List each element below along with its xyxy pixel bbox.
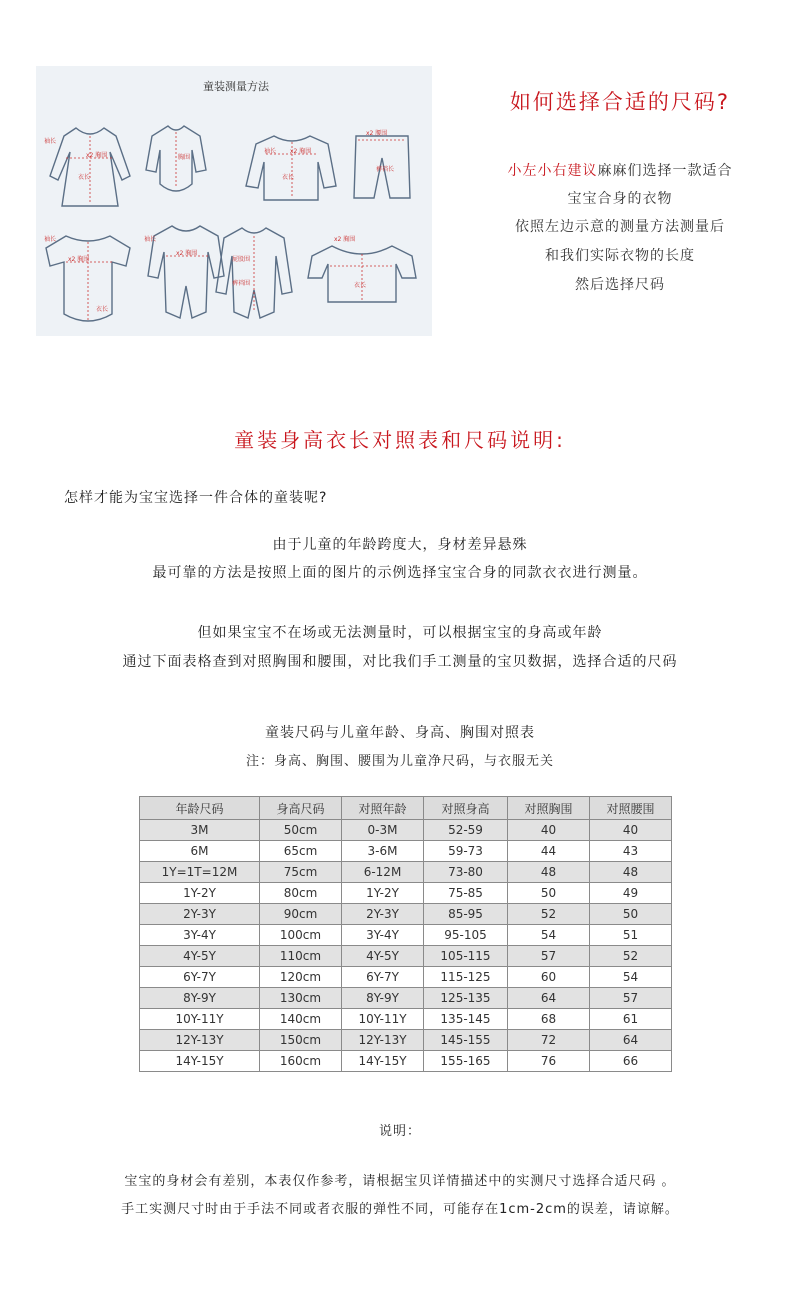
table-cell: 54 — [590, 967, 672, 988]
table-cell: 0-3M — [342, 820, 424, 841]
table-header-cell: 对照身高 — [424, 797, 508, 820]
table-body — [140, 820, 672, 1072]
table-cell: 120cm — [260, 967, 342, 988]
table-cell: 4Y-5Y — [140, 946, 260, 967]
table-cell: 54 — [508, 925, 590, 946]
table-cell: 130cm — [260, 988, 342, 1009]
label-chest-3: x2 胸围 — [290, 148, 312, 155]
table-cell: 14Y-15Y — [140, 1051, 260, 1072]
table-cell: 3Y-4Y — [140, 925, 260, 946]
table-row — [140, 1009, 672, 1030]
table-cell: 2Y-3Y — [342, 904, 424, 925]
notes-heading: 说明： — [378, 1124, 421, 1139]
table-row — [140, 883, 672, 904]
table-cell: 4Y-5Y — [342, 946, 424, 967]
table-cell: 72 — [508, 1030, 590, 1051]
table-cell: 3-6M — [342, 841, 424, 862]
table-title: 童装尺码与儿童年龄、身高、胸围对照表 — [265, 725, 535, 741]
table-cell: 40 — [508, 820, 590, 841]
table-cell: 10Y-11Y — [140, 1009, 260, 1030]
table-header-cell: 对照腰围 — [590, 797, 672, 820]
table-header-cell: 年龄尺码 — [140, 797, 260, 820]
table-row — [140, 820, 672, 841]
table-cell: 61 — [590, 1009, 672, 1030]
table-cell: 40 — [590, 820, 672, 841]
table-cell: 73-80 — [424, 862, 508, 883]
table-cell: 43 — [590, 841, 672, 862]
section-title: 童装身高衣长对照表和尺码说明: — [234, 428, 566, 452]
measurement-illustration — [36, 66, 432, 336]
paragraph-4: 通过下面表格查到对照胸围和腰围，对比我们手工测量的宝贝数据，选择合适的尺码 — [122, 654, 678, 670]
table-cell: 51 — [590, 925, 672, 946]
question: 怎样才能为宝宝选择一件合体的童装呢? — [64, 490, 328, 506]
table-cell: 6-12M — [342, 862, 424, 883]
table-cell: 52 — [508, 904, 590, 925]
table-cell: 75cm — [260, 862, 342, 883]
table-cell: 48 — [590, 862, 672, 883]
table-cell: 3M — [140, 820, 260, 841]
table-cell: 52-59 — [424, 820, 508, 841]
table-note: 注：身高、胸围、腰围为儿童净尺码，与衣服无关 — [245, 754, 554, 769]
table-cell: 57 — [508, 946, 590, 967]
table-cell: 8Y-9Y — [342, 988, 424, 1009]
label-length-3: 衣长 — [96, 306, 109, 313]
table-cell: 50cm — [260, 820, 342, 841]
table-cell: 64 — [590, 1030, 672, 1051]
advice-line-1 — [470, 160, 770, 180]
table-row — [140, 862, 672, 883]
table-cell: 44 — [508, 841, 590, 862]
label-length: 衣长 — [78, 174, 91, 181]
table-cell: 12Y-13Y — [342, 1030, 424, 1051]
advice-line-1-text: 麻麻们选择一款适合 — [597, 163, 733, 179]
label-waist: x2 腰围 — [366, 130, 388, 137]
table-cell: 85-95 — [424, 904, 508, 925]
label-chest-5: x2 胸围 — [176, 250, 198, 257]
table-cell: 90cm — [260, 904, 342, 925]
table-cell: 6Y-7Y — [342, 967, 424, 988]
table-cell: 60 — [508, 967, 590, 988]
table-cell: 115-125 — [424, 967, 508, 988]
table-row — [140, 988, 672, 1009]
label-chest: x2 胸围 — [86, 152, 108, 159]
table-cell: 1Y-2Y — [140, 883, 260, 904]
table-cell: 66 — [590, 1051, 672, 1072]
table-cell: 1Y-2Y — [342, 883, 424, 904]
table-cell: 68 — [508, 1009, 590, 1030]
paragraph-3: 但如果宝宝不在场或无法测量时，可以根据宝宝的身高或年龄 — [197, 625, 603, 641]
table-cell: 95-105 — [424, 925, 508, 946]
table-cell: 135-145 — [424, 1009, 508, 1030]
advice-line-3: 依照左边示意的测量方法测量后 — [515, 219, 725, 235]
label-sleeve-4: 袖长 — [144, 236, 157, 243]
label-chest-6: x2 胸围 — [334, 236, 356, 243]
table-cell: 50 — [590, 904, 672, 925]
table-cell: 10Y-11Y — [342, 1009, 424, 1030]
paragraph-1: 由于儿童的年龄跨度大，身材差异悬殊 — [272, 537, 528, 553]
table-header-cell: 身高尺码 — [260, 797, 342, 820]
table-cell: 160cm — [260, 1051, 342, 1072]
table-header-row — [140, 797, 672, 820]
table-cell: 8Y-9Y — [140, 988, 260, 1009]
table-cell: 6M — [140, 841, 260, 862]
table-header-cell: 对照胸围 — [508, 797, 590, 820]
table-cell: 100cm — [260, 925, 342, 946]
label-sleeve-3: 袖长 — [44, 236, 57, 243]
table-header-cell: 对照年龄 — [342, 797, 424, 820]
table-cell: 155-165 — [424, 1051, 508, 1072]
table-cell: 12Y-13Y — [140, 1030, 260, 1051]
label-sleeve: 袖长 — [44, 138, 57, 145]
table-cell: 57 — [590, 988, 672, 1009]
table-cell: 125-135 — [424, 988, 508, 1009]
table-row — [140, 1051, 672, 1072]
table-cell: 2Y-3Y — [140, 904, 260, 925]
advice-brand: 小左小右建议 — [507, 163, 598, 179]
table-row — [140, 841, 672, 862]
advice-line-5: 然后选择尺码 — [575, 277, 665, 293]
table-cell: 80cm — [260, 883, 342, 904]
label-length-2: 衣长 — [282, 174, 295, 181]
table-row — [140, 925, 672, 946]
table-cell: 150cm — [260, 1030, 342, 1051]
table-cell: 6Y-7Y — [140, 967, 260, 988]
table-cell: 65cm — [260, 841, 342, 862]
advice-line-4: 和我们实际衣物的长度 — [545, 248, 695, 264]
table-cell: 59-73 — [424, 841, 508, 862]
table-row — [140, 1030, 672, 1051]
advice-title: 如何选择合适的尺码? — [509, 90, 731, 114]
table-cell: 76 — [508, 1051, 590, 1072]
label-crotch-2: 屁股围 — [232, 256, 251, 263]
table-cell: 49 — [590, 883, 672, 904]
label-chest-4: x2 胸围 — [68, 256, 90, 263]
label-sleeve-2: 袖长 — [264, 148, 277, 155]
table-row — [140, 904, 672, 925]
table-cell: 1Y=1T=12M — [140, 862, 260, 883]
dress-drawing — [50, 128, 130, 206]
table-cell: 105-115 — [424, 946, 508, 967]
table-cell: 52 — [590, 946, 672, 967]
illustration-title: 童装测量方法 — [203, 80, 269, 93]
table-row — [140, 967, 672, 988]
table-row — [140, 946, 672, 967]
table-cell: 110cm — [260, 946, 342, 967]
label-chest-2: 胸围 — [178, 154, 191, 161]
sleepsuit-drawing — [148, 226, 224, 318]
table-cell: 75-85 — [424, 883, 508, 904]
notes-line-1: 宝宝的身材会有差别，本表仅作参考，请根据宝贝详情描述中的实测尺寸选择合适尺码 。 — [124, 1174, 676, 1189]
table-cell: 140cm — [260, 1009, 342, 1030]
table-cell: 48 — [508, 862, 590, 883]
table-cell: 145-155 — [424, 1030, 508, 1051]
label-crotch: 裤裆长 — [376, 166, 395, 173]
label-seat: 裤裆围 — [232, 280, 251, 287]
size-table — [139, 796, 672, 1072]
label-length-4: 衣长 — [354, 282, 367, 289]
notes-line-2: 手工实测尺寸时由于手法不同或者衣服的弹性不同，可能存在1cm-2cm的误差，请谅解。 — [121, 1202, 679, 1217]
table-cell: 64 — [508, 988, 590, 1009]
paragraph-2: 最可靠的方法是按照上面的图片的示例选择宝宝合身的同款衣衣进行测量。 — [152, 565, 648, 581]
advice-line-2: 宝宝合身的衣物 — [567, 191, 673, 207]
garment-drawings — [36, 66, 432, 336]
table-cell: 50 — [508, 883, 590, 904]
table-cell: 14Y-15Y — [342, 1051, 424, 1072]
table-cell: 3Y-4Y — [342, 925, 424, 946]
